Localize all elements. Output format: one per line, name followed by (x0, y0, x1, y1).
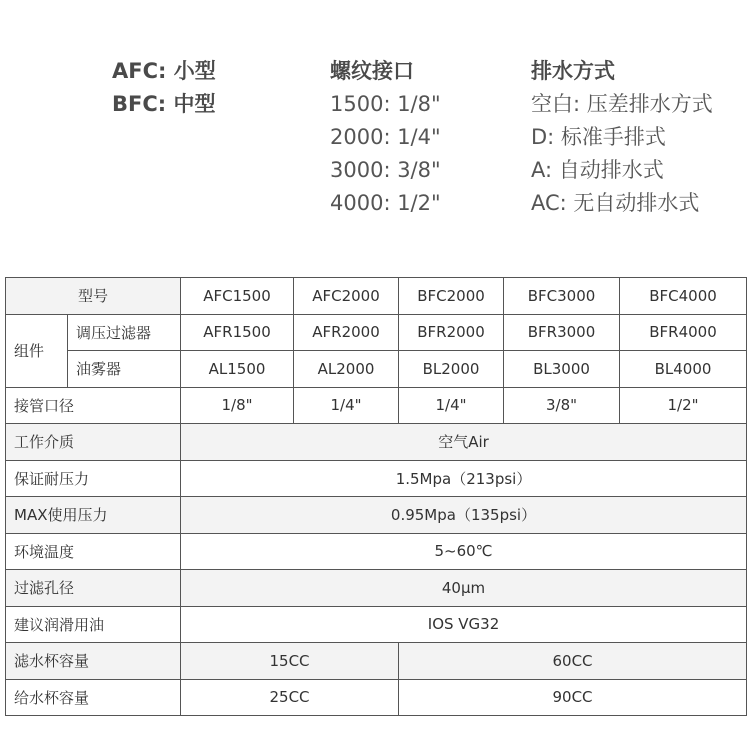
thread-item: 2000: 1/4" (330, 125, 441, 149)
thread-title: 螺纹接口 (330, 59, 414, 83)
table-row (6, 570, 747, 607)
drain-item: 空白: 压差排水方式 (531, 92, 713, 116)
model-cell: BFC3000 (504, 278, 620, 315)
thread-item: 3000: 3/8" (330, 158, 441, 182)
model-cell: BFC2000 (399, 278, 504, 315)
drain-item: A: 自动排水式 (531, 158, 664, 182)
proof-label: 保证耐压力 (6, 460, 181, 497)
oil-label: 建议润滑用油 (6, 606, 181, 643)
oil-value: IOS VG32 (181, 606, 747, 643)
table-row (6, 497, 747, 534)
model-cell: BFC4000 (620, 278, 747, 315)
table-row (6, 424, 747, 461)
drain-item: D: 标准手排式 (531, 125, 666, 149)
table-row (6, 643, 747, 680)
filter-label: 过滤孔径 (6, 570, 181, 607)
table-row (6, 679, 747, 716)
lubricator-cell: BL2000 (399, 351, 504, 388)
port-cell: 3/8" (504, 387, 620, 424)
lubricator-cell: AL2000 (294, 351, 399, 388)
table-row (6, 387, 747, 424)
lubricator-cell: BL3000 (504, 351, 620, 388)
model-label: 型号 (6, 278, 181, 315)
regulator-label: 调压过滤器 (68, 314, 181, 351)
port-cell: 1/4" (294, 387, 399, 424)
table-row (6, 278, 747, 315)
spec-table (5, 277, 747, 716)
thread-item: 1500: 1/8" (330, 92, 441, 116)
table-row (6, 460, 747, 497)
thread-legend (330, 55, 441, 220)
model-legend (0, 55, 750, 225)
drain-title: 排水方式 (531, 59, 615, 83)
table-row (6, 533, 747, 570)
series-bfc: BFC: 中型 (112, 92, 216, 116)
proof-value: 1.5Mpa（213psi） (181, 460, 747, 497)
lubricator-label: 油雾器 (68, 351, 181, 388)
regulator-cell: BFR3000 (504, 314, 620, 351)
regulator-cell: BFR2000 (399, 314, 504, 351)
lube-cup-label: 给水杯容量 (6, 679, 181, 716)
filter-value: 40μm (181, 570, 747, 607)
max-value: 0.95Mpa（135psi） (181, 497, 747, 534)
filter-cup-small: 15CC (181, 643, 399, 680)
regulator-cell: AFR2000 (294, 314, 399, 351)
max-label: MAX使用压力 (6, 497, 181, 534)
table-row (6, 351, 747, 388)
port-cell: 1/2" (620, 387, 747, 424)
drain-legend (531, 55, 713, 220)
model-cell: AFC1500 (181, 278, 294, 315)
temp-label: 环境温度 (6, 533, 181, 570)
component-label: 组件 (6, 314, 68, 387)
lubricator-cell: BL4000 (620, 351, 747, 388)
port-cell: 1/4" (399, 387, 504, 424)
medium-label: 工作介质 (6, 424, 181, 461)
port-label: 接管口径 (6, 387, 181, 424)
drain-item: AC: 无自动排水式 (531, 191, 700, 215)
model-cell: AFC2000 (294, 278, 399, 315)
regulator-cell: BFR4000 (620, 314, 747, 351)
lubricator-cell: AL1500 (181, 351, 294, 388)
port-cell: 1/8" (181, 387, 294, 424)
lube-cup-medium: 90CC (399, 679, 747, 716)
thread-item: 4000: 1/2" (330, 191, 441, 215)
medium-value: 空气Air (181, 424, 747, 461)
series-legend (112, 55, 216, 121)
temp-value: 5~60℃ (181, 533, 747, 570)
series-afc: AFC: 小型 (112, 59, 216, 83)
filter-cup-label: 滤水杯容量 (6, 643, 181, 680)
filter-cup-medium: 60CC (399, 643, 747, 680)
table-row (6, 606, 747, 643)
table-row (6, 314, 747, 351)
regulator-cell: AFR1500 (181, 314, 294, 351)
lube-cup-small: 25CC (181, 679, 399, 716)
